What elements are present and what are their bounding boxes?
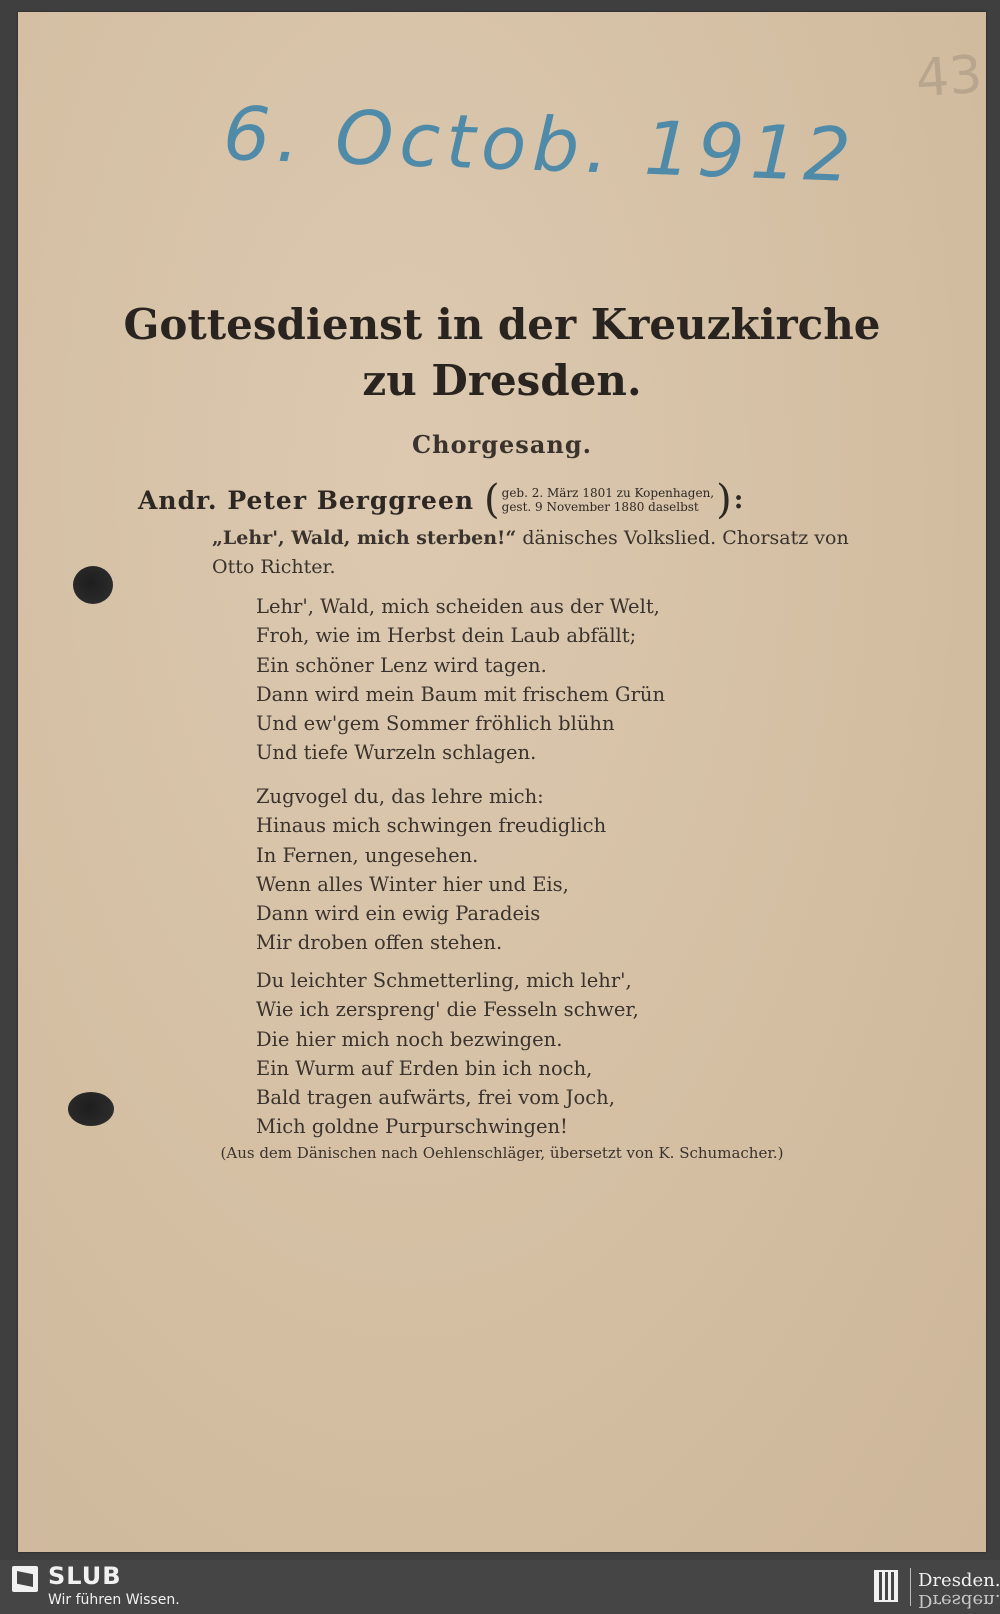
dresden-coat-of-arms-icon[interactable] [874,1570,898,1602]
verse-1 [256,592,665,768]
page-number: 43 [913,44,985,110]
source-note: (Aus dem Dänischen nach Oehlenschläger, übersetzt von K. Schumacher.) [220,1144,784,1162]
verse-line: Wenn alles Winter hier und Eis, [256,872,569,896]
verse-line: Wie ich zerspreng' die Fesseln schwer, [256,998,639,1022]
document-title [18,297,986,409]
punch-hole [73,566,113,604]
composer-life-dates [502,486,714,514]
verse-line: Hinaus mich schwingen freudiglich [256,814,607,838]
document-page [18,12,986,1552]
composer-line [138,477,744,523]
colon: : [733,485,744,515]
verse-line: Die hier mich noch bezwingen. [256,1027,563,1051]
born-date: geb. 2. März 1801 zu Kopenhagen, [501,486,715,500]
slub-brand[interactable]: SLUB [48,1562,122,1590]
dresden-logo-reflection: Dresden. [918,1590,1000,1611]
slub-tagline: Wir führen Wissen. [48,1592,180,1608]
footer-divider [910,1568,911,1606]
open-paren: ( [484,477,500,523]
song-description: dänisches Volkslied. Chorsatz von Otto Richter. [212,527,849,578]
slub-logo-icon[interactable] [12,1566,38,1592]
close-paren: ) [716,477,732,523]
footer-bar [0,1560,1000,1614]
verse-line: Und tiefe Wurzeln schlagen. [256,741,537,765]
verse-line: Mich goldne Purpurschwingen! [256,1115,568,1139]
section-subtitle: Chorgesang. [412,430,592,459]
verse-line: Ein schöner Lenz wird tagen. [256,653,547,677]
verse-line: In Fernen, ungesehen. [256,843,479,867]
verse-3 [256,966,639,1142]
title-line-2: zu Dresden. [362,356,642,405]
dresden-logo-text[interactable]: Dresden. [918,1570,1000,1591]
verse-line: Und ew'gem Sommer fröhlich blühn [256,712,615,736]
verse-line: Du leichter Schmetterling, mich lehr', [256,969,632,992]
song-title-block [212,524,892,582]
verse-line: Mir droben offen stehen. [256,931,503,955]
death-date: gest. 9 November 1880 daselbst [501,500,699,514]
song-title: „Lehr', Wald, mich sterben!“ [212,527,517,549]
verse-line: Dann wird ein ewig Paradeis [256,902,541,926]
title-line-1: Gottesdienst in der Kreuzkirche [123,300,881,349]
punch-hole [68,1092,114,1126]
verse-line: Bald tragen aufwärts, frei vom Joch, [256,1086,615,1110]
verse-line: Zugvogel du, das lehre mich: [256,785,544,808]
verse-2 [256,782,606,958]
verse-line: Dann wird mein Baum mit frischem Grün [256,682,666,706]
verse-line: Ein Wurm auf Erden bin ich noch, [256,1056,593,1080]
composer-name: Andr. Peter Berggreen [138,485,475,515]
verse-line: Lehr', Wald, mich scheiden aus der Welt, [256,595,660,618]
verse-line: Froh, wie im Herbst dein Laub abfällt; [256,624,637,648]
handwritten-date: 6. Octob. 1912 [221,90,859,200]
